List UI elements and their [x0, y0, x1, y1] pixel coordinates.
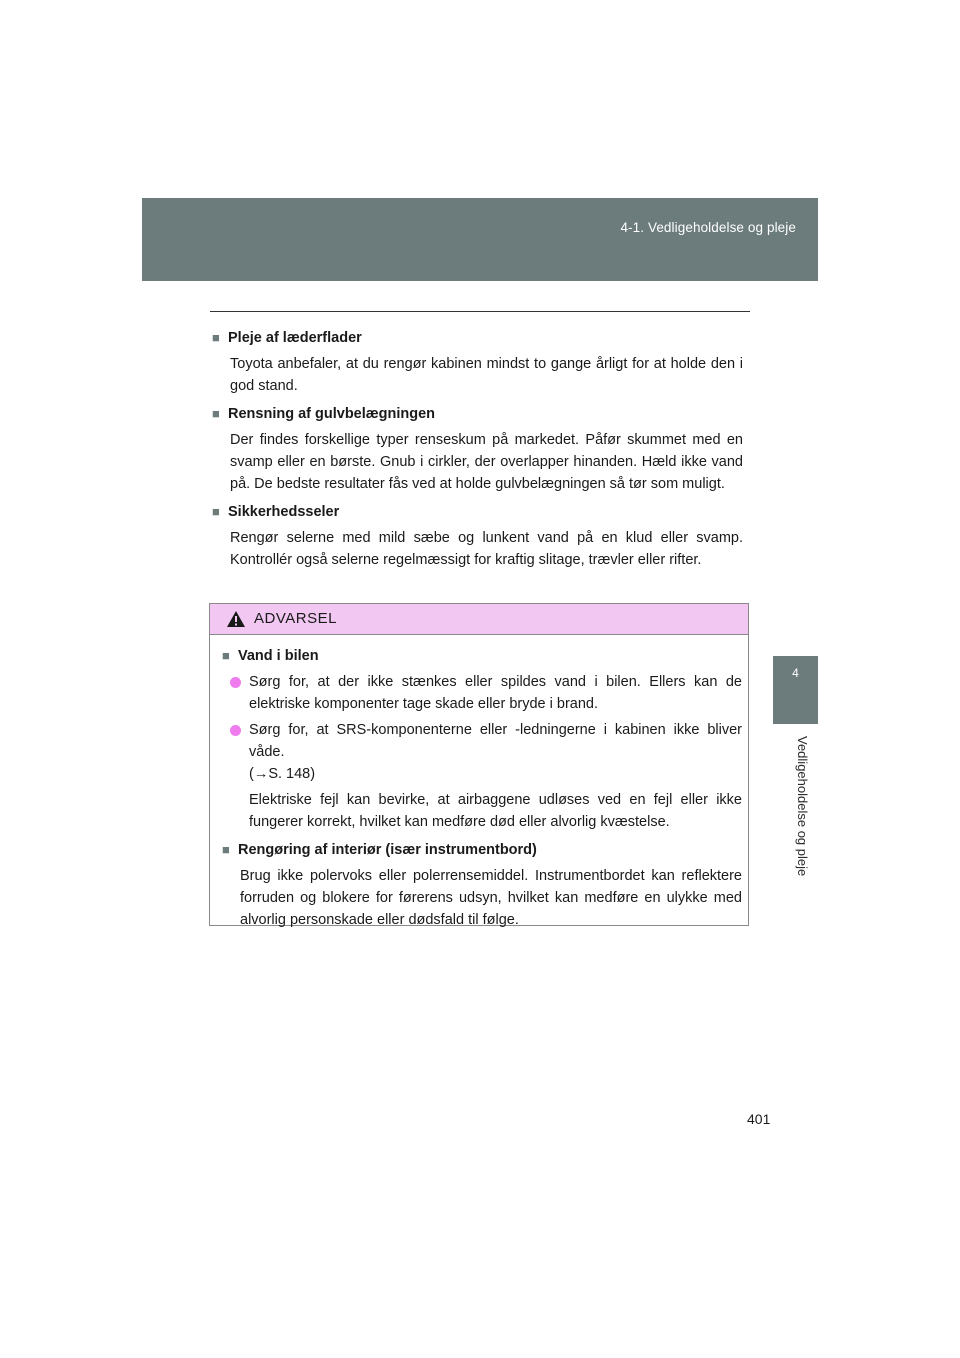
warning-bullet: Sørg for, at SRS-komponenterne eller -ledningerne i kabinen ikke bliver våde. (→S. 148) Elektriske fejl kan bevirke, at airbaggene udløses ved en fejl eller ikke fungerer korrekt, hvilket kan medføre død eller alvorlig kvæstelse. — [230, 719, 742, 833]
page-number: 401 — [747, 1111, 771, 1127]
section-heading: ■ Rensning af gulvbelægningen — [212, 403, 743, 425]
square-icon: ■ — [212, 406, 220, 421]
top-divider — [210, 311, 750, 312]
section-text: Rengør selerne med mild sæbe og lunkent vand på en klud eller svamp. Kontrollér også selerne regelmæssigt for kraftig slitage, trævler eller rifter. — [230, 530, 743, 568]
chapter-tab — [773, 656, 818, 724]
warning-box — [209, 603, 749, 926]
warning-body — [210, 635, 748, 931]
square-icon: ■ — [222, 842, 230, 857]
warning-section-heading: ■ Rengøring af interiør (især instrumentbord) — [222, 839, 742, 861]
warning-triangle-icon — [226, 610, 246, 628]
warning-bullet: Sørg for, at der ikke stænkes eller spildes vand i bilen. Ellers kan de elektriske komponenter tage skade eller bryde i brand. — [230, 671, 742, 715]
section-heading: ■ Sikkerhedsseler — [212, 501, 743, 523]
warning-section-text: Brug ikke polervoks eller polerrensemiddel. Instrumentbordet kan reflektere forruden og blokere for førerens udsyn, hvilket kan medføre en ulykke med alvorlig personskade eller dødsfald til følge. — [240, 868, 742, 928]
header-title: 4-1. Vedligeholdelse og pleje — [620, 220, 796, 235]
square-icon: ■ — [212, 504, 220, 519]
section-heading: ■ Pleje af læderflader — [212, 327, 743, 349]
section-text: Toyota anbefaler, at du rengør kabinen mindst to gange årligt for at holde den i god stand. — [230, 356, 743, 394]
page-header — [142, 198, 818, 281]
square-icon: ■ — [222, 648, 230, 663]
main-content — [212, 327, 743, 577]
warning-header — [210, 604, 748, 635]
warning-section-heading: ■ Vand i bilen — [222, 645, 742, 667]
chapter-number: 4 — [792, 666, 799, 680]
square-icon: ■ — [212, 330, 220, 345]
section-text: Der findes forskellige typer renseskum på markedet. Påfør skummet med en svamp eller en børste. Gnub i cirkler, der overlapper hinanden. Hæld ikke vand på. De bedste resultater fås ved at holde gulvbelægningen så tør som muligt. — [230, 432, 743, 492]
circle-bullet-icon — [230, 725, 241, 736]
chapter-label: Vedligeholdelse og pleje — [795, 736, 810, 877]
page-reference: (→S. 148) — [249, 766, 316, 782]
warning-title: ADVARSEL — [254, 610, 337, 627]
circle-bullet-icon — [230, 677, 241, 688]
